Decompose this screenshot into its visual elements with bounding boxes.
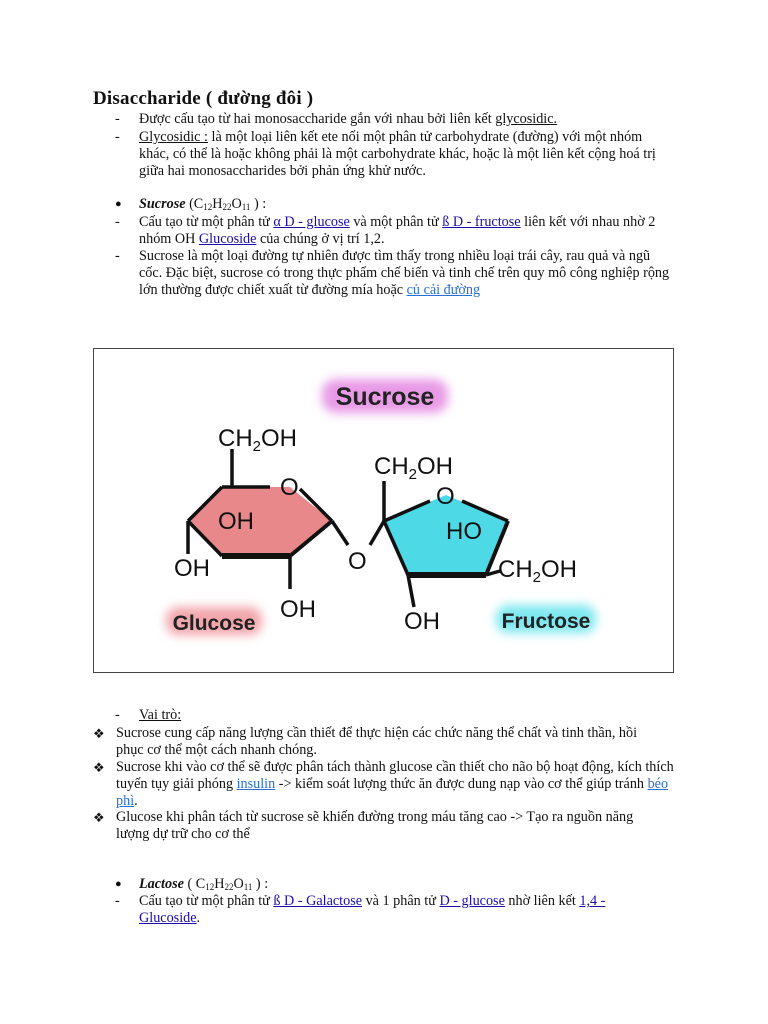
dash-marker: - <box>115 111 120 127</box>
lactose-heading: Lactose ( $C_{12}H_{22}O_{11}$ ) : <box>139 876 269 892</box>
glycosidic-term: Glycosidic : <box>139 129 208 145</box>
glucoside-link[interactable]: Glucoside <box>198 231 257 247</box>
ho-inner-fructose: HO <box>446 518 482 545</box>
oh-bottom-fructose: OH <box>404 608 440 635</box>
list-item-text: Glucose khi phân tách từ sucrose sẽ khiến đường trong máu tăng cao -> Tạo ra nguồn năng lượng dự trữ cho cơ thể <box>116 809 634 842</box>
ring-oxygen-glucose: O <box>280 474 299 501</box>
beta-d-galactose-link[interactable]: ß D - Galactose <box>273 893 363 909</box>
figure-title: Sucrose <box>335 383 435 411</box>
dash-marker: - <box>115 893 120 909</box>
d-glucose-link[interactable]: D - glucose <box>439 893 505 909</box>
dash-marker: - <box>115 129 120 145</box>
sucrose-structure-figure <box>93 348 674 673</box>
list-item-text: Cấu tạo từ một phân tử ß D - Galactose và 1 phân tử D - glucose nhờ liên kết 1,4 - Glucoside. <box>139 893 606 926</box>
dash-marker: - <box>115 214 120 230</box>
glucoside-1-4-link[interactable]: 1,4 - Glucoside <box>139 893 606 926</box>
oh-left-glucose: OH <box>174 555 210 582</box>
diamond-marker: ❖ <box>93 760 105 775</box>
bullet-marker: ● <box>115 878 122 890</box>
page-title: Disaccharide ( đường đôi ) <box>93 88 314 109</box>
ch2oh-label-fructose: $CH_2OH$ <box>374 453 454 483</box>
cu-cai-duong-link[interactable]: củ cải đường <box>406 282 481 298</box>
beta-d-fructose-link[interactable]: ß D - fructose <box>442 214 521 230</box>
dash-marker: - <box>115 707 120 723</box>
bridge-oxygen: O <box>348 548 367 575</box>
bullet-marker: ● <box>115 198 122 210</box>
fructose-label: Fructose <box>501 610 591 633</box>
list-item-text: Sucrose cung cấp năng lượng cần thiết để thực hiện các chức năng thể chất và tinh thần, hồi phục cơ thể một cách nhanh chóng. <box>116 725 638 758</box>
alpha-d-glucose-link[interactable]: α D - glucose <box>273 214 350 230</box>
list-item-text: Sucrose khi vào cơ thể sẽ được phân tách thành glucose cần thiết cho não bộ hoạt động, kích thích tuyến tụy giải phóng insulin -> kiểm soát lượng thức ăn được dung nạp vào cơ thể giúp tránh béo phì. <box>116 759 674 809</box>
diamond-marker: ❖ <box>93 810 105 825</box>
glycosidic-link[interactable]: glycosidic. <box>495 111 558 127</box>
sucrose-structure-diagram <box>94 349 673 672</box>
role-title: Vai trò: <box>139 707 182 723</box>
diamond-marker: ❖ <box>93 726 105 741</box>
list-item-text: Được cấu tạo từ hai monosaccharide gắn với nhau bởi liên kết glycosidic. <box>139 111 558 127</box>
ring-oxygen-fructose: O <box>436 483 455 510</box>
glucose-label: Glucose <box>172 612 256 635</box>
ch2oh-label-fructose-right: $CH_2OH$ <box>498 556 578 586</box>
list-item-text: Cấu tạo từ một phân tử α D - glucose và một phân tử ß D - fructose liên kết với nhau nhờ 2 nhóm OH Glucoside của chúng ở vị trí 1,2. <box>139 214 656 247</box>
oh-bottom-glucose: OH <box>280 596 316 623</box>
list-item-text: Sucrose là một loại đường tự nhiên được tìm thấy trong nhiều loại trái cây, rau quả và ngũ cốc. Đặc biệt, sucrose có trong thực phẩm chế biến và tinh chế trên quy mô công nghiệp rộng lớn thường được chiết xuất từ đường mía hoặc củ cải đường <box>139 248 670 298</box>
list-item-text: Glycosidic : là một loại liên kết ete nối một phân tử carbohydrate (đường) với một nhóm khác, có thể là hoặc không phải là một carbohydrate khác, hoặc là một liên kết cộng hoá trị giữa hai monosaccharides bởi phản ứng khử nước. <box>139 129 656 179</box>
dash-marker: - <box>115 248 120 264</box>
insulin-link[interactable]: insulin <box>236 776 276 792</box>
sucrose-heading: Sucrose ($C_{12}H_{22}O_{11}$ ) : <box>139 196 267 212</box>
beo-phi-link[interactable]: béo phì <box>116 776 669 809</box>
ch2oh-label-glucose: $CH_2OH$ <box>218 425 298 455</box>
oh-inner-glucose: OH <box>218 508 254 535</box>
